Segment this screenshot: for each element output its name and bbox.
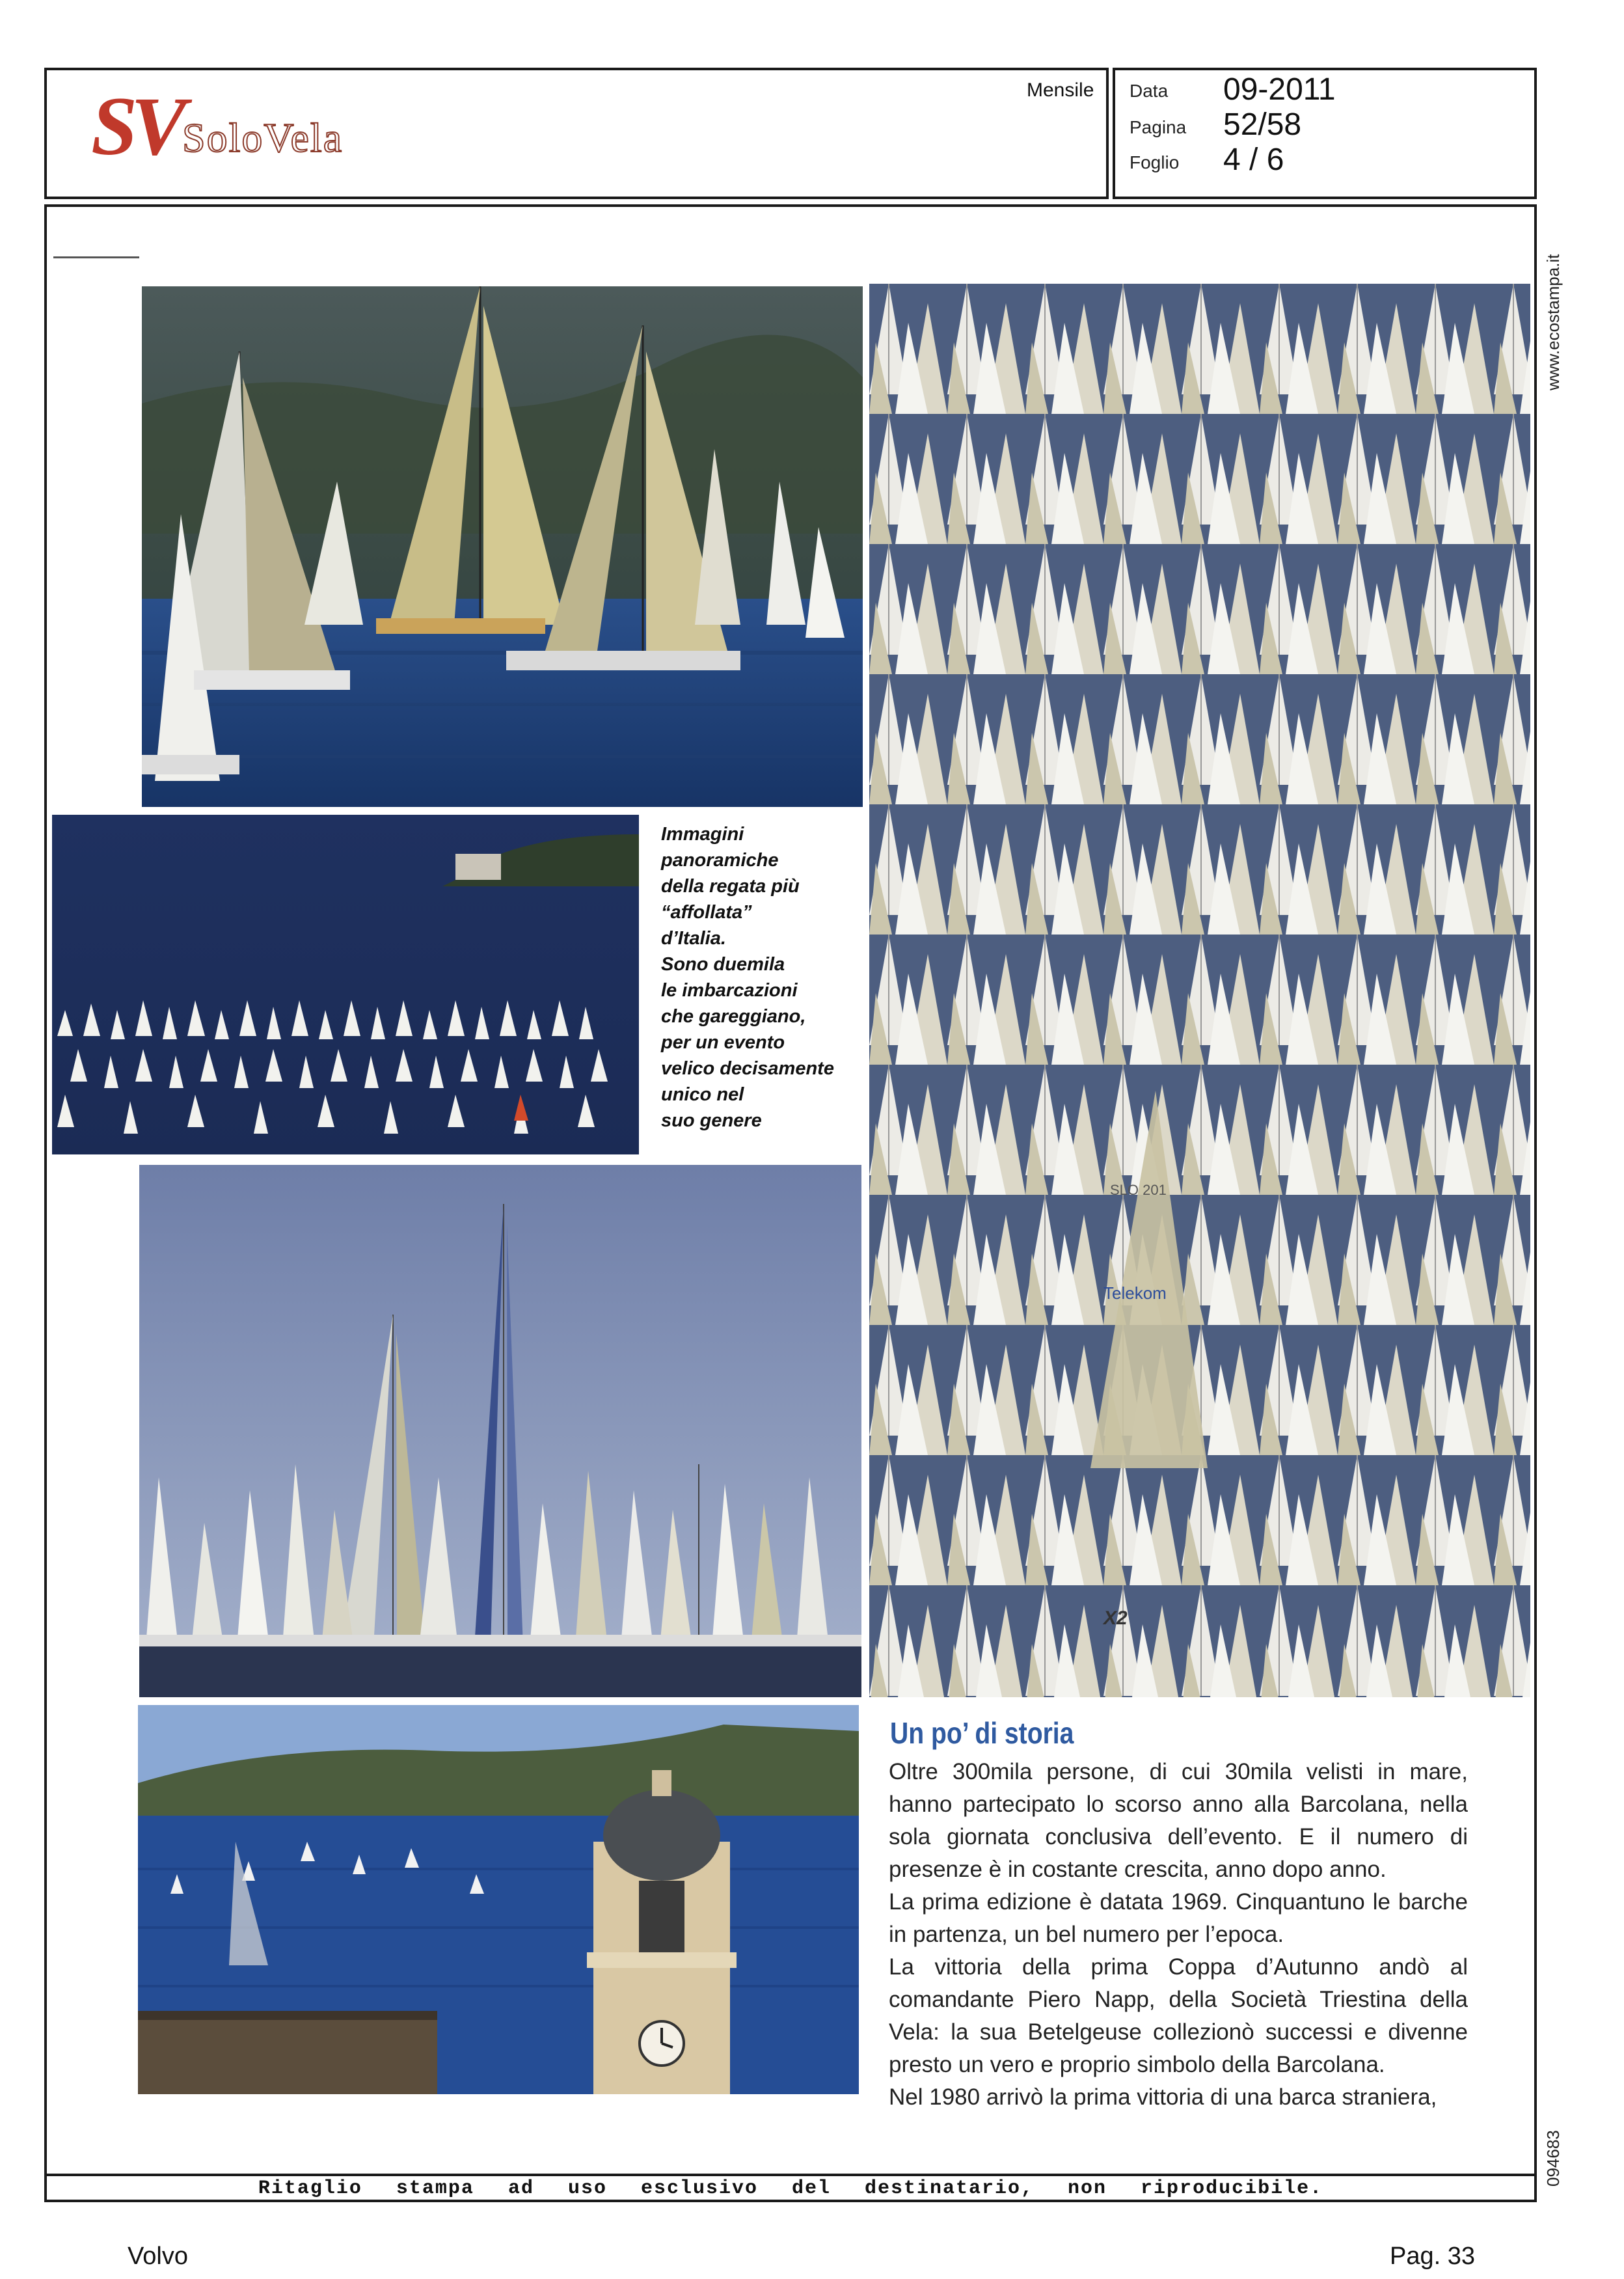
story-paragraph: Nel 1980 arrivò la prima vittoria di una barca straniera, [889, 2084, 1437, 2110]
caption-line: “affollata” [661, 902, 752, 923]
footer-page-number: Pag. 33 [1390, 2243, 1475, 2270]
meta-label-pagina: Pagina [1130, 117, 1187, 137]
caption-line: della regata più [661, 876, 800, 897]
photo-start-line [139, 1165, 861, 1697]
sail-number-text: SLO 201 [1110, 1182, 1167, 1198]
meta-value-data: 09-2011 [1223, 72, 1336, 107]
photo-sails-aerial [869, 284, 1530, 1697]
story-title: Un po’ di storia [890, 1716, 1074, 1750]
caption-line: per un evento [661, 1032, 785, 1053]
frequency-label: Mensile [1027, 79, 1094, 101]
story-body [889, 1756, 1468, 2114]
logo-name: SoloVela [182, 115, 344, 161]
caption-line: Immagini [661, 824, 744, 845]
side-code: 094683 [1543, 2130, 1563, 2187]
photo-caption [661, 821, 856, 1134]
sail-mark-text: X2 [1103, 1607, 1128, 1629]
meta-label-data: Data [1130, 81, 1169, 101]
photo-trieste-harbour [138, 1705, 859, 2094]
caption-line: d’Italia. [661, 928, 726, 949]
caption-line: velico decisamente [661, 1058, 834, 1079]
meta-value-pagina: 52/58 [1223, 107, 1302, 142]
caption-line: che gareggiano, [661, 1006, 806, 1027]
footer-brand: Volvo [128, 2243, 188, 2270]
caption-line: unico nel [661, 1084, 744, 1105]
caption-line: Sono duemila [661, 954, 785, 975]
story-paragraph: La prima edizione è datata 1969. Cinquantuno le barche in partenza, un bel numero per l’epoca. [889, 1889, 1468, 1947]
disclaimer-divider [44, 2174, 1537, 2176]
side-url: www.ecostampa.it [1543, 254, 1563, 390]
photo-fleet-panorama [52, 815, 639, 1154]
divider [53, 256, 139, 258]
story-paragraph: Oltre 300mila persone, di cui 30mila velisti in mare, hanno partecipato lo scorso anno alla Barcolana, nella sola giornata conclusiva dell’evento. E il numero di presenze è in costante crescita, anno dopo anno. [889, 1759, 1468, 1882]
logo-initials: SV [91, 80, 180, 172]
photo-regatta-closeup [142, 286, 863, 807]
caption-line: suo genere [661, 1110, 762, 1131]
caption-line: panoramiche [661, 850, 779, 871]
caption-line: le imbarcazioni [661, 980, 798, 1001]
story-paragraph: La vittoria della prima Coppa d’Autunno andò al comandante Piero Napp, della Società Triestina della Vela: la sua Betelgeuse collezionò successi e divenne presto un vero e proprio simbolo della Barcolana. [889, 1954, 1468, 2077]
sail-sponsor-text: Telekom [1103, 1283, 1167, 1303]
meta-value-foglio: 4 / 6 [1223, 143, 1284, 177]
meta-label-foglio: Foglio [1130, 152, 1180, 172]
disclaimer: Ritaglio stampa ad uso esclusivo del destinatario, non riproducibile. [258, 2177, 1323, 2200]
